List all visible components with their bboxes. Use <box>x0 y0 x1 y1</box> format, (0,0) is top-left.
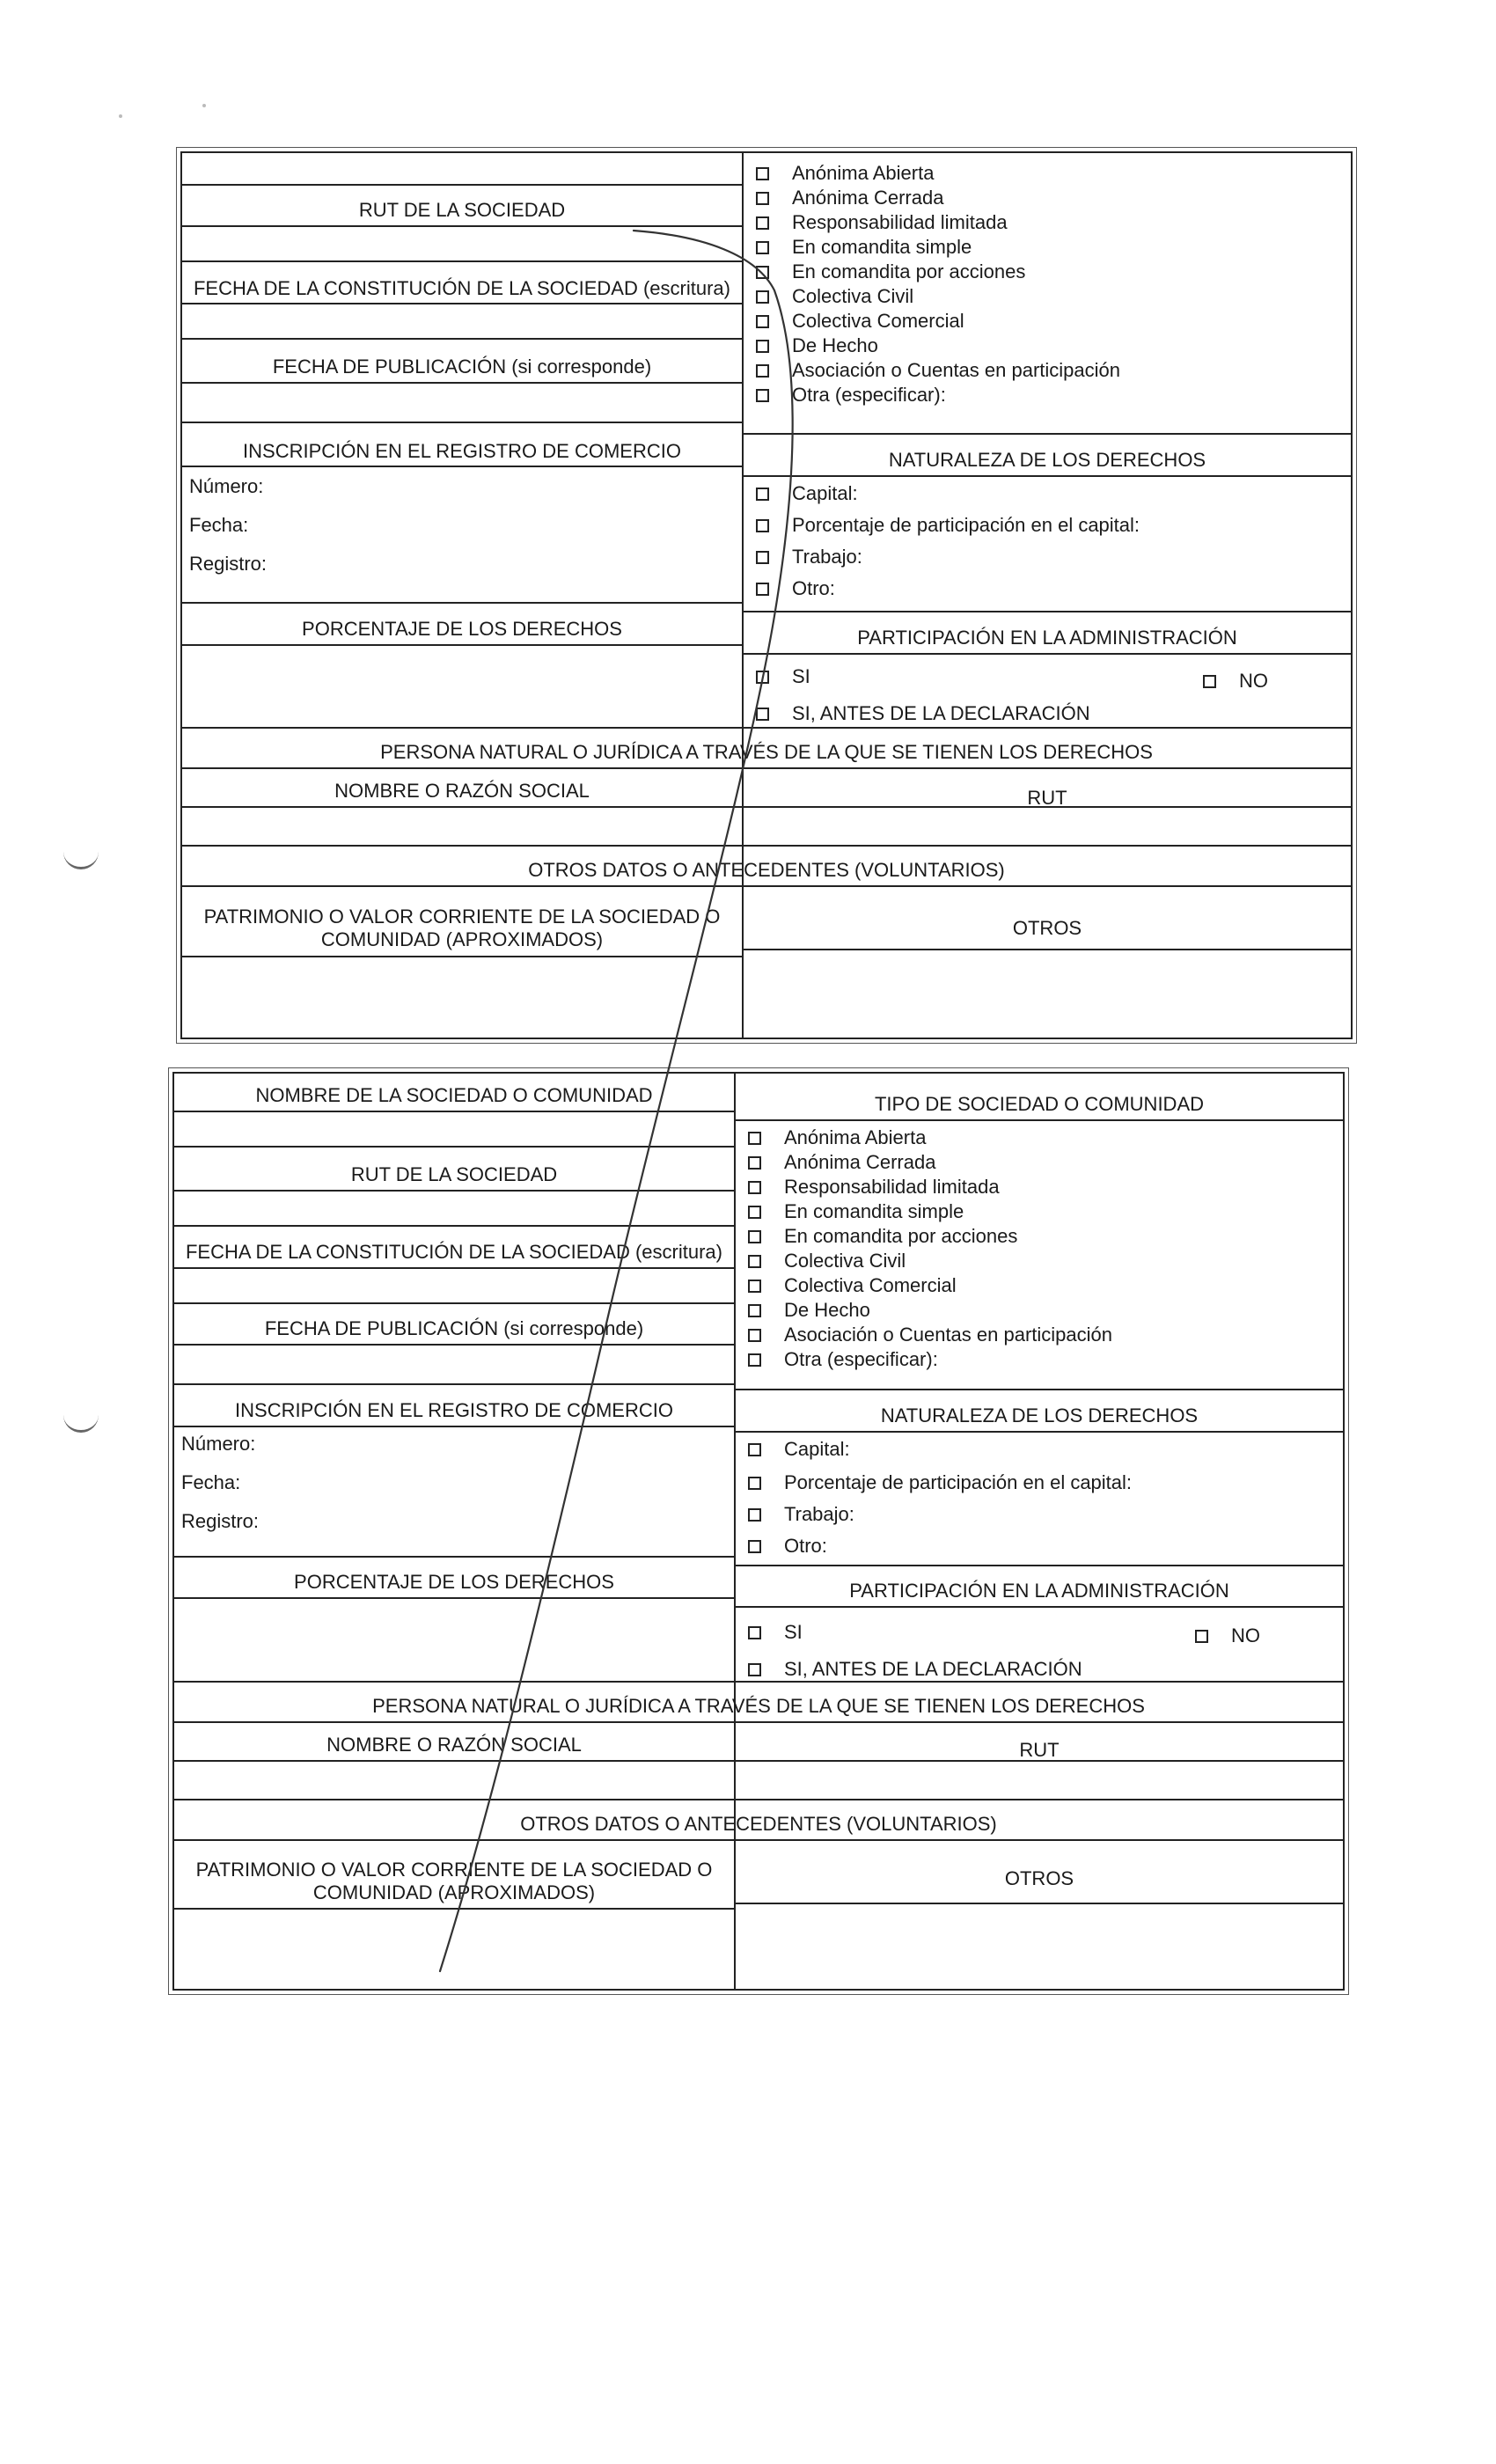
otros-label: OTROS <box>1012 917 1082 939</box>
nombre-razon-label: NOMBRE O RAZÓN SOCIAL <box>326 1734 582 1756</box>
otros-datos-label: OTROS DATOS O ANTECEDENTES (VOLUNTARIOS) <box>520 1813 997 1835</box>
nombre-razon-label: NOMBRE O RAZÓN SOCIAL <box>334 780 590 802</box>
option-anonima-cerrada[interactable]: Anónima Cerrada <box>748 1149 935 1175</box>
option-si[interactable]: SI <box>748 1619 803 1645</box>
nombre-sociedad-label: NOMBRE DE LA SOCIEDAD O COMUNIDAD <box>255 1084 653 1106</box>
option-trabajo[interactable]: Trabajo: <box>756 544 862 569</box>
registro-label: Registro: <box>181 1510 260 1532</box>
option-colectiva-civil[interactable]: Colectiva Civil <box>756 283 913 309</box>
porcentaje-label: PORCENTAJE DE LOS DERECHOS <box>294 1571 614 1593</box>
numero-label: Número: <box>189 475 264 497</box>
patrimonio-label-line2: COMUNIDAD (APROXIMADOS) <box>312 1881 596 1903</box>
registro-label: Registro: <box>189 553 268 575</box>
participacion-label: PARTICIPACIÓN EN LA ADMINISTRACIÓN <box>849 1580 1229 1602</box>
persona-label: PERSONA NATURAL O JURÍDICA A TRAVÉS DE LA QUE SE TIENEN LOS DERECHOS <box>372 1695 1145 1717</box>
option-responsabilidad-limitada[interactable]: Responsabilidad limitada <box>756 209 1008 235</box>
option-no[interactable]: NO <box>1195 1623 1260 1648</box>
option-anonima-abierta[interactable]: Anónima Abierta <box>748 1125 926 1150</box>
numero-label: Número: <box>181 1433 256 1455</box>
option-asociacion[interactable]: Asociación o Cuentas en participación <box>748 1322 1112 1347</box>
option-porcentaje-participacion[interactable]: Porcentaje de participación en el capital: <box>748 1470 1132 1495</box>
patrimonio-label-line2: COMUNIDAD (APROXIMADOS) <box>320 928 604 950</box>
naturaleza-label: NATURALEZA DE LOS DERECHOS <box>888 449 1206 471</box>
option-anonima-abierta[interactable]: Anónima Abierta <box>756 160 934 186</box>
option-capital[interactable]: Capital: <box>756 480 858 506</box>
option-si[interactable]: SI <box>756 664 810 689</box>
fecha-constitucion-label: FECHA DE LA CONSTITUCIÓN DE LA SOCIEDAD (escritura) <box>185 1241 722 1263</box>
option-colectiva-comercial[interactable]: Colectiva Comercial <box>756 308 964 334</box>
fecha-constitucion-label: FECHA DE LA CONSTITUCIÓN DE LA SOCIEDAD (escritura) <box>193 277 730 299</box>
option-comandita-simple[interactable]: En comandita simple <box>748 1199 964 1224</box>
option-de-hecho[interactable]: De Hecho <box>756 333 878 358</box>
option-responsabilidad-limitada[interactable]: Responsabilidad limitada <box>748 1174 1000 1199</box>
option-asociacion[interactable]: Asociación o Cuentas en participación <box>756 357 1120 383</box>
option-porcentaje-participacion[interactable]: Porcentaje de participación en el capital: <box>756 512 1140 538</box>
option-otra[interactable]: Otra (especificar): <box>748 1346 938 1372</box>
persona-label: PERSONA NATURAL O JURÍDICA A TRAVÉS DE LA QUE SE TIENEN LOS DERECHOS <box>380 741 1153 763</box>
inscripcion-label: INSCRIPCIÓN EN EL REGISTRO DE COMERCIO <box>235 1399 673 1421</box>
option-comandita-acciones[interactable]: En comandita por acciones <box>748 1223 1017 1249</box>
otros-datos-label: OTROS DATOS O ANTECEDENTES (VOLUNTARIOS) <box>528 859 1005 881</box>
option-de-hecho[interactable]: De Hecho <box>748 1297 870 1323</box>
option-no[interactable]: NO <box>1203 668 1268 693</box>
option-si-antes[interactable]: SI, ANTES DE LA DECLARACIÓN <box>748 1656 1082 1682</box>
patrimonio-label-line1: PATRIMONIO O VALOR CORRIENTE DE LA SOCIEDAD O <box>203 906 721 928</box>
option-si-antes[interactable]: SI, ANTES DE LA DECLARACIÓN <box>756 700 1090 726</box>
fecha-publicacion-label: FECHA DE PUBLICACIÓN (si corresponde) <box>272 356 652 378</box>
fecha-label: Fecha: <box>189 514 249 536</box>
rut-short-label: RUT <box>1027 787 1067 809</box>
option-comandita-simple[interactable]: En comandita simple <box>756 234 972 260</box>
option-otro[interactable]: Otro: <box>748 1533 827 1558</box>
patrimonio-label-line1: PATRIMONIO O VALOR CORRIENTE DE LA SOCIEDAD O <box>195 1859 713 1881</box>
tipo-sociedad-label: TIPO DE SOCIEDAD O COMUNIDAD <box>874 1093 1205 1115</box>
otros-label: OTROS <box>1004 1867 1074 1889</box>
option-colectiva-comercial[interactable]: Colectiva Comercial <box>748 1272 957 1298</box>
fecha-publicacion-label: FECHA DE PUBLICACIÓN (si corresponde) <box>264 1317 644 1339</box>
option-otra[interactable]: Otra (especificar): <box>756 382 946 407</box>
naturaleza-label: NATURALEZA DE LOS DERECHOS <box>880 1404 1199 1426</box>
option-capital[interactable]: Capital: <box>748 1436 850 1462</box>
option-colectiva-civil[interactable]: Colectiva Civil <box>748 1248 906 1273</box>
option-otro[interactable]: Otro: <box>756 576 835 601</box>
participacion-label: PARTICIPACIÓN EN LA ADMINISTRACIÓN <box>857 627 1237 649</box>
porcentaje-label: PORCENTAJE DE LOS DERECHOS <box>302 618 622 640</box>
option-comandita-acciones[interactable]: En comandita por acciones <box>756 259 1025 284</box>
rut-label: RUT DE LA SOCIEDAD <box>358 199 566 221</box>
inscripcion-label: INSCRIPCIÓN EN EL REGISTRO DE COMERCIO <box>243 440 681 462</box>
option-anonima-cerrada[interactable]: Anónima Cerrada <box>756 185 943 210</box>
option-trabajo[interactable]: Trabajo: <box>748 1501 854 1527</box>
rut-label: RUT DE LA SOCIEDAD <box>350 1163 558 1185</box>
fecha-label: Fecha: <box>181 1471 241 1493</box>
rut-short-label: RUT <box>1019 1739 1060 1761</box>
